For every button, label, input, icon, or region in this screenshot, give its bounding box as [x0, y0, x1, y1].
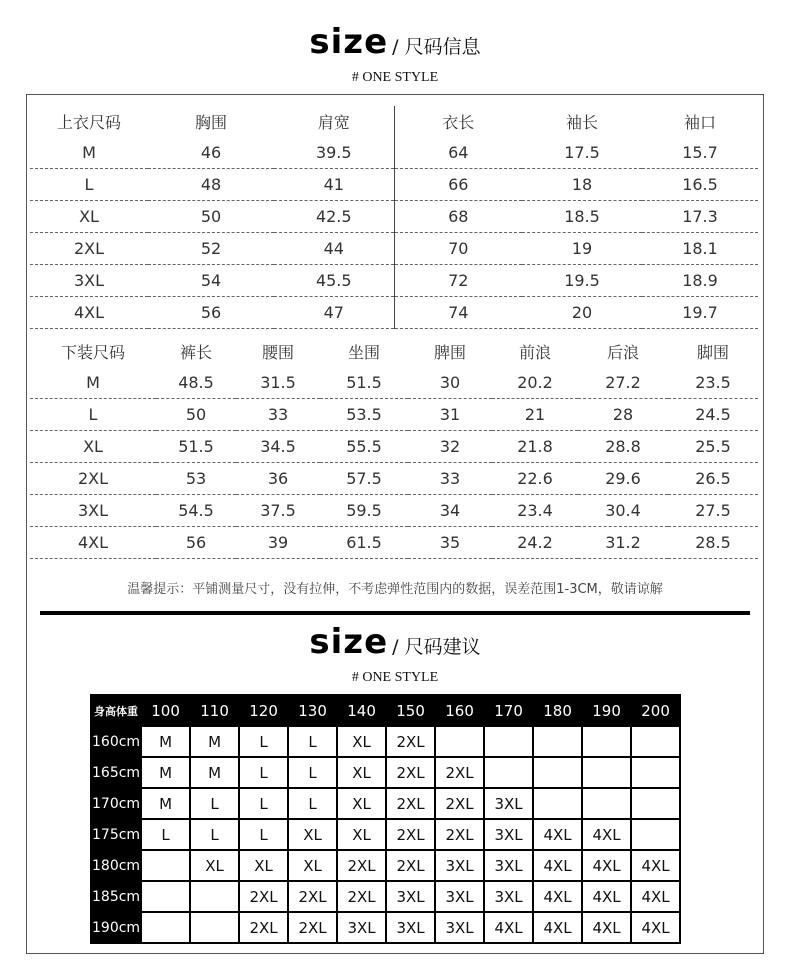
size-cell	[436, 727, 483, 756]
table-row	[30, 463, 758, 495]
size-label: 4XL	[30, 527, 156, 559]
size-info-heading	[0, 22, 790, 62]
size-label: XL	[30, 431, 156, 463]
size-cell: 4XL	[485, 913, 532, 942]
size-cell: L	[289, 758, 336, 787]
size-label: M	[30, 367, 156, 399]
weight-header: 140	[338, 696, 385, 725]
table-cell: 24.2	[492, 527, 578, 559]
table-cell: 70	[394, 233, 522, 265]
weight-header: 160	[436, 696, 483, 725]
size-cell: 3XL	[436, 851, 483, 880]
weight-header: 150	[387, 696, 434, 725]
size-cell: 2XL	[387, 758, 434, 787]
size-cell: 2XL	[436, 758, 483, 787]
weight-header: 170	[485, 696, 532, 725]
size-cell	[191, 913, 238, 942]
table-cell: 15.7	[642, 137, 758, 169]
size-cell: 3XL	[436, 882, 483, 911]
size-cell: 2XL	[436, 820, 483, 849]
table-cell: 66	[394, 169, 522, 201]
table-cell: 42.5	[274, 201, 394, 233]
table-cell: 45.5	[274, 265, 394, 297]
column-header: 腰围	[261, 343, 294, 362]
size-cell: M	[142, 789, 189, 818]
column-header: 脚围	[696, 343, 729, 362]
table-cell: 18.5	[522, 201, 642, 233]
table-row	[30, 265, 758, 297]
size-cell: 3XL	[436, 913, 483, 942]
table-cell: 51.5	[320, 367, 408, 399]
table-cell: 46	[148, 137, 274, 169]
table-cell: 19	[522, 233, 642, 265]
size-cell	[485, 727, 532, 756]
table-row	[92, 913, 679, 942]
size-cell: 2XL	[387, 851, 434, 880]
size-cell: 3XL	[485, 820, 532, 849]
size-recommendation-table	[90, 694, 681, 944]
table-cell: 52	[148, 233, 274, 265]
table-header-row	[30, 336, 758, 367]
column-header: 裤长	[179, 343, 212, 362]
table-cell: 35	[408, 527, 492, 559]
table-row	[92, 789, 679, 818]
height-label: 165cm	[92, 758, 140, 787]
size-cell	[632, 820, 679, 849]
table-cell: 54.5	[156, 495, 236, 527]
top-size-table	[30, 106, 758, 329]
size-cell: 3XL	[338, 913, 385, 942]
size-cell	[142, 913, 189, 942]
table-row	[30, 399, 758, 431]
size-cell: L	[240, 789, 287, 818]
size-cell: 2XL	[387, 820, 434, 849]
table-row	[30, 297, 758, 329]
size-cell: 4XL	[632, 851, 679, 880]
size-cell: 2XL	[338, 851, 385, 880]
section-divider	[40, 611, 750, 615]
size-cell: 4XL	[534, 913, 581, 942]
column-header: 坐围	[347, 343, 380, 362]
table-cell: 39	[236, 527, 320, 559]
size-suggestion-subtitle: / 尺码建议	[392, 636, 481, 658]
height-label: 160cm	[92, 727, 140, 756]
table-cell: 28	[578, 399, 668, 431]
column-header: 下装尺码	[60, 343, 125, 362]
size-cell	[583, 789, 630, 818]
size-cell: XL	[338, 820, 385, 849]
table-row	[30, 431, 758, 463]
table-cell: 50	[156, 399, 236, 431]
table-cell: 53	[156, 463, 236, 495]
size-suggestion-heading	[0, 622, 790, 662]
table-row	[92, 820, 679, 849]
size-cell	[142, 882, 189, 911]
size-cell	[583, 727, 630, 756]
table-cell: 33	[408, 463, 492, 495]
column-header: 上衣尺码	[56, 113, 121, 132]
corner-label: 身高体重	[92, 696, 140, 725]
table-cell: 37.5	[236, 495, 320, 527]
size-cell: 4XL	[583, 851, 630, 880]
table-row	[30, 201, 758, 233]
size-cell: L	[289, 789, 336, 818]
table-cell: 54	[148, 265, 274, 297]
size-title: size	[309, 622, 389, 662]
size-cell	[583, 758, 630, 787]
table-cell: 17.3	[642, 201, 758, 233]
table-cell: 72	[394, 265, 522, 297]
weight-header: 180	[534, 696, 581, 725]
size-cell: XL	[289, 851, 336, 880]
table-cell: 18	[522, 169, 642, 201]
size-cell: 4XL	[583, 882, 630, 911]
size-cell: XL	[338, 727, 385, 756]
height-label: 190cm	[92, 913, 140, 942]
size-label: M	[30, 137, 148, 169]
table-row	[30, 137, 758, 169]
table-cell: 64	[394, 137, 522, 169]
table-cell: 47	[274, 297, 394, 329]
size-cell: M	[191, 727, 238, 756]
size-cell: XL	[289, 820, 336, 849]
table-cell: 24.5	[668, 399, 758, 431]
size-title: size	[309, 22, 389, 62]
size-cell: L	[191, 820, 238, 849]
table-cell: 34	[408, 495, 492, 527]
table-cell: 48	[148, 169, 274, 201]
table-header-row	[30, 106, 758, 137]
one-style-label: # ONE STYLE	[351, 70, 439, 85]
size-cell: L	[240, 820, 287, 849]
table-row	[30, 527, 758, 559]
table-cell: 56	[156, 527, 236, 559]
table-cell: 19.5	[522, 265, 642, 297]
measurement-tip: 温馨提示：平铺测量尺寸，没有拉伸，不考虑弹性范围内的数据，误差范围1-3CM，敬请谅解	[127, 582, 663, 597]
size-cell	[632, 758, 679, 787]
table-cell: 20	[522, 297, 642, 329]
size-cell: L	[142, 820, 189, 849]
table-row	[30, 233, 758, 265]
table-row	[30, 495, 758, 527]
size-label: 3XL	[30, 495, 156, 527]
table-cell: 39.5	[274, 137, 394, 169]
table-cell: 57.5	[320, 463, 408, 495]
size-cell	[632, 789, 679, 818]
table-cell: 27.2	[578, 367, 668, 399]
height-label: 180cm	[92, 851, 140, 880]
bottom-size-table	[30, 336, 758, 559]
weight-header: 200	[632, 696, 679, 725]
table-cell: 55.5	[320, 431, 408, 463]
table-cell: 32	[408, 431, 492, 463]
table-cell: 21	[492, 399, 578, 431]
size-cell: 4XL	[534, 882, 581, 911]
size-cell: XL	[240, 851, 287, 880]
table-row	[92, 727, 679, 756]
height-label: 170cm	[92, 789, 140, 818]
table-cell: 48.5	[156, 367, 236, 399]
table-row	[92, 882, 679, 911]
column-header: 肩宽	[317, 113, 350, 132]
size-cell: XL	[338, 758, 385, 787]
table-cell: 50	[148, 201, 274, 233]
weight-header: 190	[583, 696, 630, 725]
table-cell: 56	[148, 297, 274, 329]
size-cell	[191, 882, 238, 911]
column-header: 胸围	[194, 113, 227, 132]
table-row	[92, 758, 679, 787]
size-cell: M	[142, 727, 189, 756]
size-info-subtitle: / 尺码信息	[392, 36, 481, 58]
table-cell: 34.5	[236, 431, 320, 463]
table-cell: 36	[236, 463, 320, 495]
size-label: L	[30, 399, 156, 431]
size-cell: L	[289, 727, 336, 756]
size-cell: 2XL	[387, 789, 434, 818]
table-cell: 53.5	[320, 399, 408, 431]
column-header: 衣长	[394, 106, 522, 137]
size-cell: L	[240, 727, 287, 756]
size-cell: 4XL	[534, 851, 581, 880]
size-cell: 3XL	[387, 882, 434, 911]
size-cell: L	[240, 758, 287, 787]
size-cell: 2XL	[240, 913, 287, 942]
size-cell	[485, 758, 532, 787]
table-row	[92, 851, 679, 880]
size-cell: L	[191, 789, 238, 818]
size-cell: 3XL	[387, 913, 434, 942]
size-label: 3XL	[30, 265, 148, 297]
table-cell: 29.6	[578, 463, 668, 495]
table-cell: 16.5	[642, 169, 758, 201]
size-cell: 4XL	[534, 820, 581, 849]
size-cell	[534, 758, 581, 787]
table-cell: 18.1	[642, 233, 758, 265]
size-cell: M	[142, 758, 189, 787]
size-cell: XL	[191, 851, 238, 880]
column-header: 后浪	[606, 343, 639, 362]
table-cell: 59.5	[320, 495, 408, 527]
size-cell: 2XL	[436, 789, 483, 818]
column-header: 脾围	[433, 343, 466, 362]
table-cell: 41	[274, 169, 394, 201]
size-cell: 2XL	[289, 882, 336, 911]
table-cell: 68	[394, 201, 522, 233]
table-cell: 28.8	[578, 431, 668, 463]
table-cell: 18.9	[642, 265, 758, 297]
one-style-label: # ONE STYLE	[351, 670, 439, 685]
column-header: 前浪	[518, 343, 551, 362]
size-label: 2XL	[30, 463, 156, 495]
table-cell: 44	[274, 233, 394, 265]
table-cell: 26.5	[668, 463, 758, 495]
weight-header-row	[92, 696, 679, 725]
table-cell: 23.4	[492, 495, 578, 527]
table-cell: 20.2	[492, 367, 578, 399]
size-cell	[142, 851, 189, 880]
size-cell	[632, 727, 679, 756]
table-row	[30, 367, 758, 399]
size-label: 2XL	[30, 233, 148, 265]
table-cell: 17.5	[522, 137, 642, 169]
size-cell: XL	[338, 789, 385, 818]
size-cell: 2XL	[289, 913, 336, 942]
size-label: L	[30, 169, 148, 201]
size-cell: 4XL	[583, 820, 630, 849]
table-cell: 74	[394, 297, 522, 329]
size-cell: 3XL	[485, 882, 532, 911]
size-cell: 4XL	[632, 913, 679, 942]
weight-header: 130	[289, 696, 336, 725]
height-label: 185cm	[92, 882, 140, 911]
size-cell: 2XL	[387, 727, 434, 756]
weight-header: 110	[191, 696, 238, 725]
table-cell: 33	[236, 399, 320, 431]
column-header: 袖口	[683, 113, 716, 132]
table-cell: 25.5	[668, 431, 758, 463]
size-cell: 3XL	[485, 789, 532, 818]
height-label: 175cm	[92, 820, 140, 849]
table-row	[30, 169, 758, 201]
table-cell: 19.7	[642, 297, 758, 329]
table-cell: 31.5	[236, 367, 320, 399]
size-label: XL	[30, 201, 148, 233]
table-cell: 23.5	[668, 367, 758, 399]
size-cell: 4XL	[583, 913, 630, 942]
table-cell: 30	[408, 367, 492, 399]
table-cell: 61.5	[320, 527, 408, 559]
table-cell: 28.5	[668, 527, 758, 559]
size-cell: M	[191, 758, 238, 787]
size-cell: 3XL	[485, 851, 532, 880]
table-cell: 51.5	[156, 431, 236, 463]
size-cell	[534, 727, 581, 756]
table-cell: 31.2	[578, 527, 668, 559]
size-cell: 2XL	[240, 882, 287, 911]
size-cell	[534, 789, 581, 818]
weight-header: 120	[240, 696, 287, 725]
size-label: 4XL	[30, 297, 148, 329]
size-cell: 4XL	[632, 882, 679, 911]
size-cell: 2XL	[338, 882, 385, 911]
weight-header: 100	[142, 696, 189, 725]
table-cell: 21.8	[492, 431, 578, 463]
table-cell: 22.6	[492, 463, 578, 495]
table-cell: 27.5	[668, 495, 758, 527]
table-cell: 30.4	[578, 495, 668, 527]
column-header: 袖长	[565, 113, 598, 132]
table-cell: 31	[408, 399, 492, 431]
